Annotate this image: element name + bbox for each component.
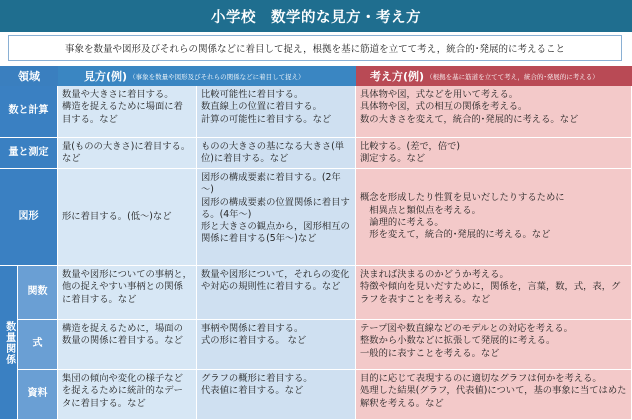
view-b-geometry: 図形の構成要素に着目する。(2年～) 図形の構成要素の位置関係に着目する。(4年～) 形と大きさの観点から，図形相互の関係に着目する(5年～)など [197, 169, 356, 266]
domain-number-calculation: 数と計算 [0, 86, 58, 138]
view-b-quantity-measurement: ものの大きさの基になる大きさ(単位)に着目する。など [197, 138, 356, 169]
view-b-data: グラフの概形に着目する。 代表値に着目する。など [197, 370, 356, 420]
domain-quantity-measurement: 量と測定 [0, 138, 58, 169]
view-a-quantity-measurement: 量(ものの大きさ)に着目する。など [58, 138, 197, 169]
summary-box: 事象を数量や図形及びそれらの関係などに着目して捉え，根拠を基に筋道を立てて考え，統合的･発展的に考えること [8, 35, 622, 61]
view-a-geometry-text: 形に着目する。(低～)など [62, 210, 172, 222]
view-a-geometry [58, 169, 197, 266]
header-thinking-note: （根拠を基に筋道を立てて考え，統合的･発展的に考える） [426, 72, 599, 81]
view-b-number-calculation: 比較可能性に着目する。 数直線上の位置に着目する。 計算の可能性に着目する。など [197, 86, 356, 138]
header-views-suffix: (例) [106, 70, 128, 83]
domain-geometry: 図形 [0, 169, 58, 266]
group-quantity-relations: 数量関係 [0, 266, 18, 420]
view-a-expression: 構造を捉えるために，場面の数量の関係に着目する。など [58, 320, 197, 370]
header-thinking-suffix: (例) [403, 70, 425, 83]
view-b-function: 数量や図形について，それらの変化や対応の規則性に着目する。など [197, 266, 356, 320]
header-domain-label: 領域 [18, 70, 40, 83]
header-views-label: 見方 [84, 70, 106, 83]
view-a-function: 数量や図形についての事柄と，他の捉えやすい事柄との関係に着目する。など [58, 266, 197, 320]
header-domain [0, 66, 58, 86]
view-a-data: 集団の傾向や変化の様子などを捉えるために統計的なデータに着目する。など [58, 370, 197, 420]
domain-function: 関数 [18, 266, 58, 320]
view-a-number-calculation: 数量や大きさに着目する。 構造を捉えるために場面に着目する。など [58, 86, 197, 138]
header-thinking [356, 66, 632, 86]
view-b-expression: 事柄や関係に着目する。 式の形に着目する。 など [197, 320, 356, 370]
thinking-geometry-text: 概念を形成したり性質を見いだしたりするために 相異点と類似点を考える。 論理的に考える。 形を変えて，統合的･発展的に考える。など [360, 192, 565, 241]
header-views [58, 66, 356, 86]
thinking-function: 決まれば決まるのかどうか考える。 特徴や傾向を見いだすために，関係を，言葉，数，式，表，グラフを表すことを考える。など [356, 266, 632, 320]
thinking-expression: テープ図や数直線などのモデルとの対応を考える。 整数から小数などに拡張して発展的に考える。 一般的に表すことを考える。など [356, 320, 632, 370]
page-title: 小学校 数学的な見方・考え方 [0, 0, 632, 32]
header-views-note: （事象を数量や図形及びそれらの関係などに着目して捉え） [129, 72, 305, 81]
thinking-quantity-measurement: 比較する。(差で，倍で) 測定する。など [356, 138, 632, 169]
domain-expression: 式 [18, 320, 58, 370]
thinking-number-calculation: 具体物や図，式などを用いて考える。 具体物や図，式の相互の関係を考える。 数の大きさを変えて，統合的･発展的に考える。など [356, 86, 632, 138]
domain-data: 資料 [18, 370, 58, 420]
header-thinking-label: 考え方 [370, 70, 403, 83]
thinking-geometry [356, 169, 632, 266]
thinking-data: 目的に応じて表現するのに適切なグラフは何かを考える。 処理した結果(グラフ，代表値)について，基の事象に当てはめた解釈を考える。など [356, 370, 632, 420]
